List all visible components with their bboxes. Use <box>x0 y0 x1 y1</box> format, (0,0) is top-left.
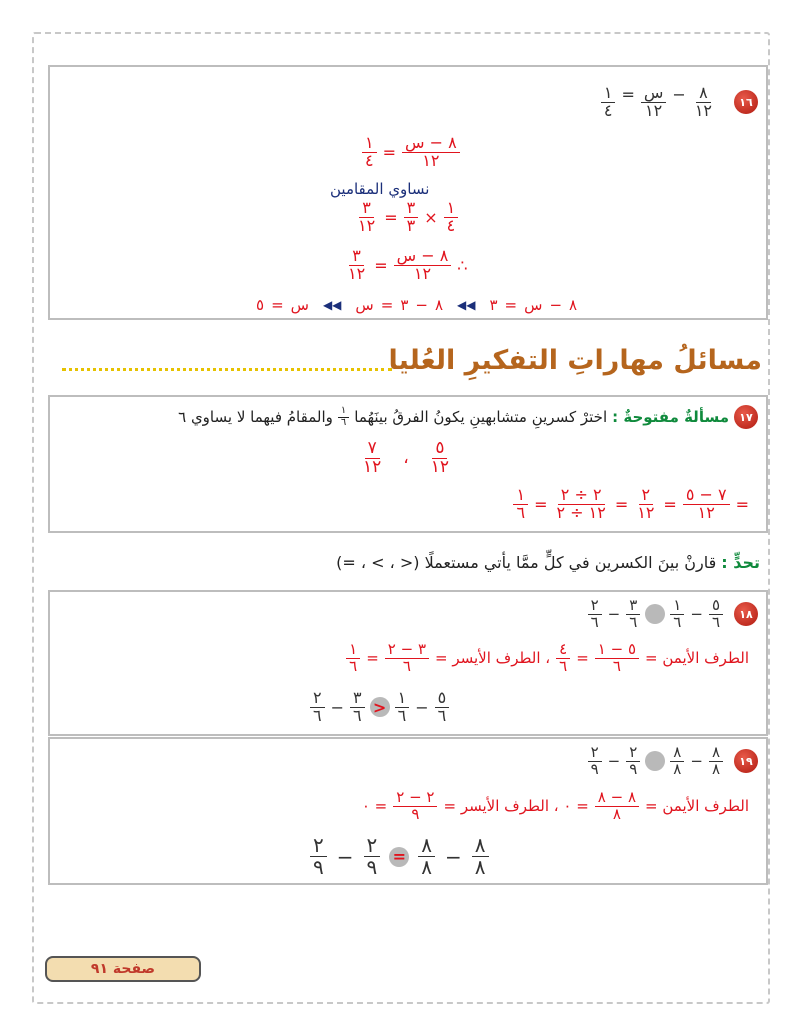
numerator: ٣ − ٢ <box>385 642 429 659</box>
heading-dotted-line <box>62 368 392 371</box>
numerator: ٨ − س <box>394 248 452 266</box>
math-token: − <box>690 605 703 624</box>
denominator: ١٢ <box>637 502 655 522</box>
math-token: × <box>424 207 438 227</box>
fraction <box>709 598 723 631</box>
denominator: ١٢ <box>348 263 366 283</box>
denominator: ٦ <box>673 612 682 631</box>
denominator: ٦ <box>516 502 526 522</box>
answer <box>310 835 489 878</box>
numerator: ٨ <box>418 835 435 857</box>
numerator: ٤ <box>556 642 570 659</box>
denominator: ٨ <box>474 855 486 879</box>
section-title: مسائلُ مهاراتِ التفكيرِ العُليا <box>388 345 762 376</box>
numerator: ٨ <box>670 745 684 762</box>
fraction <box>634 487 657 522</box>
denominator: ٩ <box>411 804 420 823</box>
math-token: = <box>382 142 396 162</box>
denominator: ١٢ <box>697 502 715 522</box>
math-token: − <box>415 697 429 717</box>
math-token: = <box>621 85 635 104</box>
numerator: ٢ <box>364 835 381 857</box>
fraction <box>670 745 684 778</box>
math-token: − <box>445 844 462 869</box>
denominator: ٦ <box>559 656 568 675</box>
problem-number-badge: ١٧ <box>734 405 758 429</box>
math-token: = <box>663 494 677 514</box>
problem-number-badge: ١٨ <box>734 602 758 626</box>
denominator: ٦ <box>353 705 362 725</box>
fraction <box>641 85 667 120</box>
math-token: س <box>290 296 309 314</box>
comparison-circle <box>645 604 665 624</box>
denominator: ٤ <box>365 150 374 170</box>
question-text: والمقامُ فيهما لا يساوي ٦ <box>178 408 333 426</box>
denominator: ٦ <box>397 705 407 725</box>
fraction <box>556 642 570 675</box>
fraction <box>626 598 640 631</box>
math-token: ٣ <box>489 296 498 314</box>
fraction <box>393 790 437 823</box>
numerator: ٧ − ٥ <box>683 487 730 505</box>
problem-19-question <box>588 745 758 778</box>
math-token: − <box>549 296 563 314</box>
fraction <box>310 835 327 878</box>
math-token: ٨ <box>569 296 578 314</box>
fraction <box>601 85 616 120</box>
denominator: ١٢ ÷ ٢ <box>556 502 606 522</box>
fraction <box>595 642 639 675</box>
fraction <box>346 642 360 675</box>
math-token: = <box>576 649 589 668</box>
question-label: مسألةٌ مفتوحةٌ : <box>612 408 729 426</box>
denominator: ٩ <box>629 759 638 778</box>
fraction <box>345 248 368 283</box>
fraction <box>553 487 608 522</box>
math-token: الطرف الأيمن = <box>645 649 749 668</box>
math-token: = <box>366 649 379 668</box>
math-token: الطرف الأيمن = <box>645 797 749 816</box>
numerator: ١ <box>362 135 377 153</box>
math-token: = <box>534 494 548 514</box>
answer <box>360 440 452 477</box>
math-token: − <box>672 85 686 104</box>
math-token: ، الطرف الأيسر = <box>435 649 551 668</box>
denominator: ١٢ <box>645 100 663 120</box>
denominator: ٨ <box>421 855 433 879</box>
challenge-instruction <box>336 553 760 572</box>
numerator: ٢ <box>310 835 327 857</box>
fraction <box>362 135 377 170</box>
numerator: ١ <box>444 200 459 218</box>
numerator: ١ <box>513 487 528 505</box>
numerator: ٢ <box>626 745 640 762</box>
fraction <box>418 835 435 878</box>
fraction <box>444 200 459 235</box>
denominator: ٦ <box>711 612 720 631</box>
fraction <box>595 790 639 823</box>
comparison-circle: = <box>389 847 409 867</box>
denominator: ٦ <box>402 656 411 675</box>
denominator: ٦ <box>349 656 358 675</box>
math-token: = <box>271 296 284 314</box>
math-token: س <box>355 296 374 314</box>
denominator: ٦ <box>313 705 322 725</box>
denominator: ٨ <box>711 759 720 778</box>
numerator: ٣ <box>359 200 374 218</box>
denominator: ٦ <box>612 656 621 675</box>
denominator: ١٢ <box>413 263 432 283</box>
numerator: ٥ <box>435 690 450 708</box>
math-token: ∴ <box>457 255 468 275</box>
fraction <box>709 745 723 778</box>
numerator: ٨ <box>472 835 489 857</box>
numerator: ١ <box>338 406 349 418</box>
math-token: = <box>735 494 749 514</box>
answer <box>310 690 449 725</box>
numerator: ٣ <box>349 248 364 266</box>
numerator: ٣ <box>350 690 365 708</box>
math-token: = ٠ ، الطرف الأيسر = <box>443 797 589 816</box>
fraction <box>385 642 429 675</box>
numerator: ٣ <box>404 200 419 218</box>
denominator: ٦ <box>590 612 599 631</box>
denominator: ٤ <box>603 100 613 120</box>
denominator: ٣ <box>406 215 416 235</box>
math-token: ٥ <box>256 296 265 314</box>
math-token: = <box>384 207 398 227</box>
numerator: ١ <box>670 598 684 615</box>
denominator: ٨ <box>673 759 682 778</box>
math-token: − <box>415 296 428 314</box>
work <box>513 487 750 522</box>
fraction <box>428 440 452 477</box>
double-arrow-icon: ◀◀ <box>322 298 342 312</box>
math-token: − <box>607 605 621 624</box>
step-3 <box>345 248 468 283</box>
fraction <box>364 835 381 878</box>
fraction <box>588 598 602 631</box>
denominator: ٤ <box>446 215 456 235</box>
math-token: = <box>374 255 388 275</box>
problem-18-question <box>588 598 758 631</box>
numerator: ٨ − س <box>402 135 460 153</box>
math-token: ، <box>403 448 409 469</box>
numerator: ١ <box>395 690 410 708</box>
numerator: ٥ <box>432 440 447 459</box>
math-token: − <box>330 697 344 717</box>
comparison-circle <box>645 751 665 771</box>
fraction <box>683 487 730 522</box>
numerator: س <box>641 85 667 103</box>
problem-17-question <box>178 405 758 429</box>
denominator: ١٢ <box>430 456 450 477</box>
math-token: = <box>504 296 518 314</box>
numerator: ٧ <box>365 440 380 459</box>
denominator: ٩ <box>590 759 599 778</box>
fraction <box>360 440 384 477</box>
numerator: ٨ − ٨ <box>595 790 639 807</box>
step-1 <box>362 135 460 170</box>
denominator: ٨ <box>612 804 621 823</box>
math-token: = <box>614 494 629 514</box>
fraction <box>402 135 460 170</box>
numerator: ٢ − ٢ <box>393 790 437 807</box>
numerator: ٥ − ١ <box>595 642 639 659</box>
fraction <box>394 248 452 283</box>
numerator: ٥ <box>709 598 723 615</box>
step-4 <box>255 296 578 314</box>
fraction <box>670 598 684 631</box>
fraction <box>692 85 715 120</box>
fraction <box>588 745 602 778</box>
math-token: − <box>607 752 621 771</box>
fraction <box>513 487 528 522</box>
denominator: ٦ <box>629 612 638 631</box>
challenge-text: قارنْ بينَ الكسرين في كلٍّ ممَّا يأتي مستعملًا (< ، > ، =) <box>336 553 717 572</box>
numerator: ٨ <box>709 745 723 762</box>
math-token: ٣ <box>400 296 409 314</box>
numerator: ٢ <box>639 487 654 505</box>
work <box>346 642 750 675</box>
numerator: ٨ <box>696 85 711 103</box>
math-token: − <box>336 844 354 869</box>
comparison-circle: < <box>370 697 390 717</box>
numerator: ٢ ÷ ٢ <box>558 487 605 505</box>
denominator: ١٢ <box>363 456 382 477</box>
problem-16-question <box>601 85 758 120</box>
denominator: ١٢ <box>358 215 376 235</box>
double-arrow-icon: ◀◀ <box>457 298 476 312</box>
fraction <box>435 690 450 725</box>
math-token: ٨ <box>434 296 444 314</box>
challenge-label: تحدٍّ : <box>721 553 760 572</box>
denominator: ٦ <box>437 705 447 725</box>
step-note: نساوي المقامين <box>330 180 430 198</box>
numerator: ١ <box>346 642 360 659</box>
denominator: ٩ <box>313 855 324 879</box>
numerator: ٢ <box>588 745 602 762</box>
fraction <box>350 690 365 725</box>
step-2 <box>355 200 458 235</box>
numerator: ٢ <box>588 598 602 615</box>
math-token: س <box>524 296 543 314</box>
problem-number-badge: ١٦ <box>734 90 758 114</box>
work <box>361 790 750 823</box>
question-text: اخترْ كسرينِ متشابهينِ يكونُ الفرقُ بينَهُما <box>354 408 608 426</box>
fraction <box>472 835 489 878</box>
fraction <box>626 745 640 778</box>
denominator: ١٢ <box>694 100 712 120</box>
math-token: = ٠ <box>361 797 388 816</box>
numerator: ٢ <box>310 690 325 708</box>
denominator: ٩ <box>366 855 378 879</box>
fraction <box>310 690 325 725</box>
fraction <box>355 200 378 235</box>
fraction <box>395 690 410 725</box>
math-token: = <box>380 296 394 314</box>
math-token: − <box>690 752 703 771</box>
numerator: ٣ <box>626 598 640 615</box>
fraction <box>338 406 349 428</box>
denominator: ١٢ <box>422 150 440 170</box>
fraction <box>404 200 419 235</box>
problem-number-badge: ١٩ <box>734 749 758 773</box>
numerator: ١ <box>601 85 616 103</box>
denominator: ٦ <box>340 416 347 428</box>
page-number: صفحة ٩١ <box>45 956 201 982</box>
